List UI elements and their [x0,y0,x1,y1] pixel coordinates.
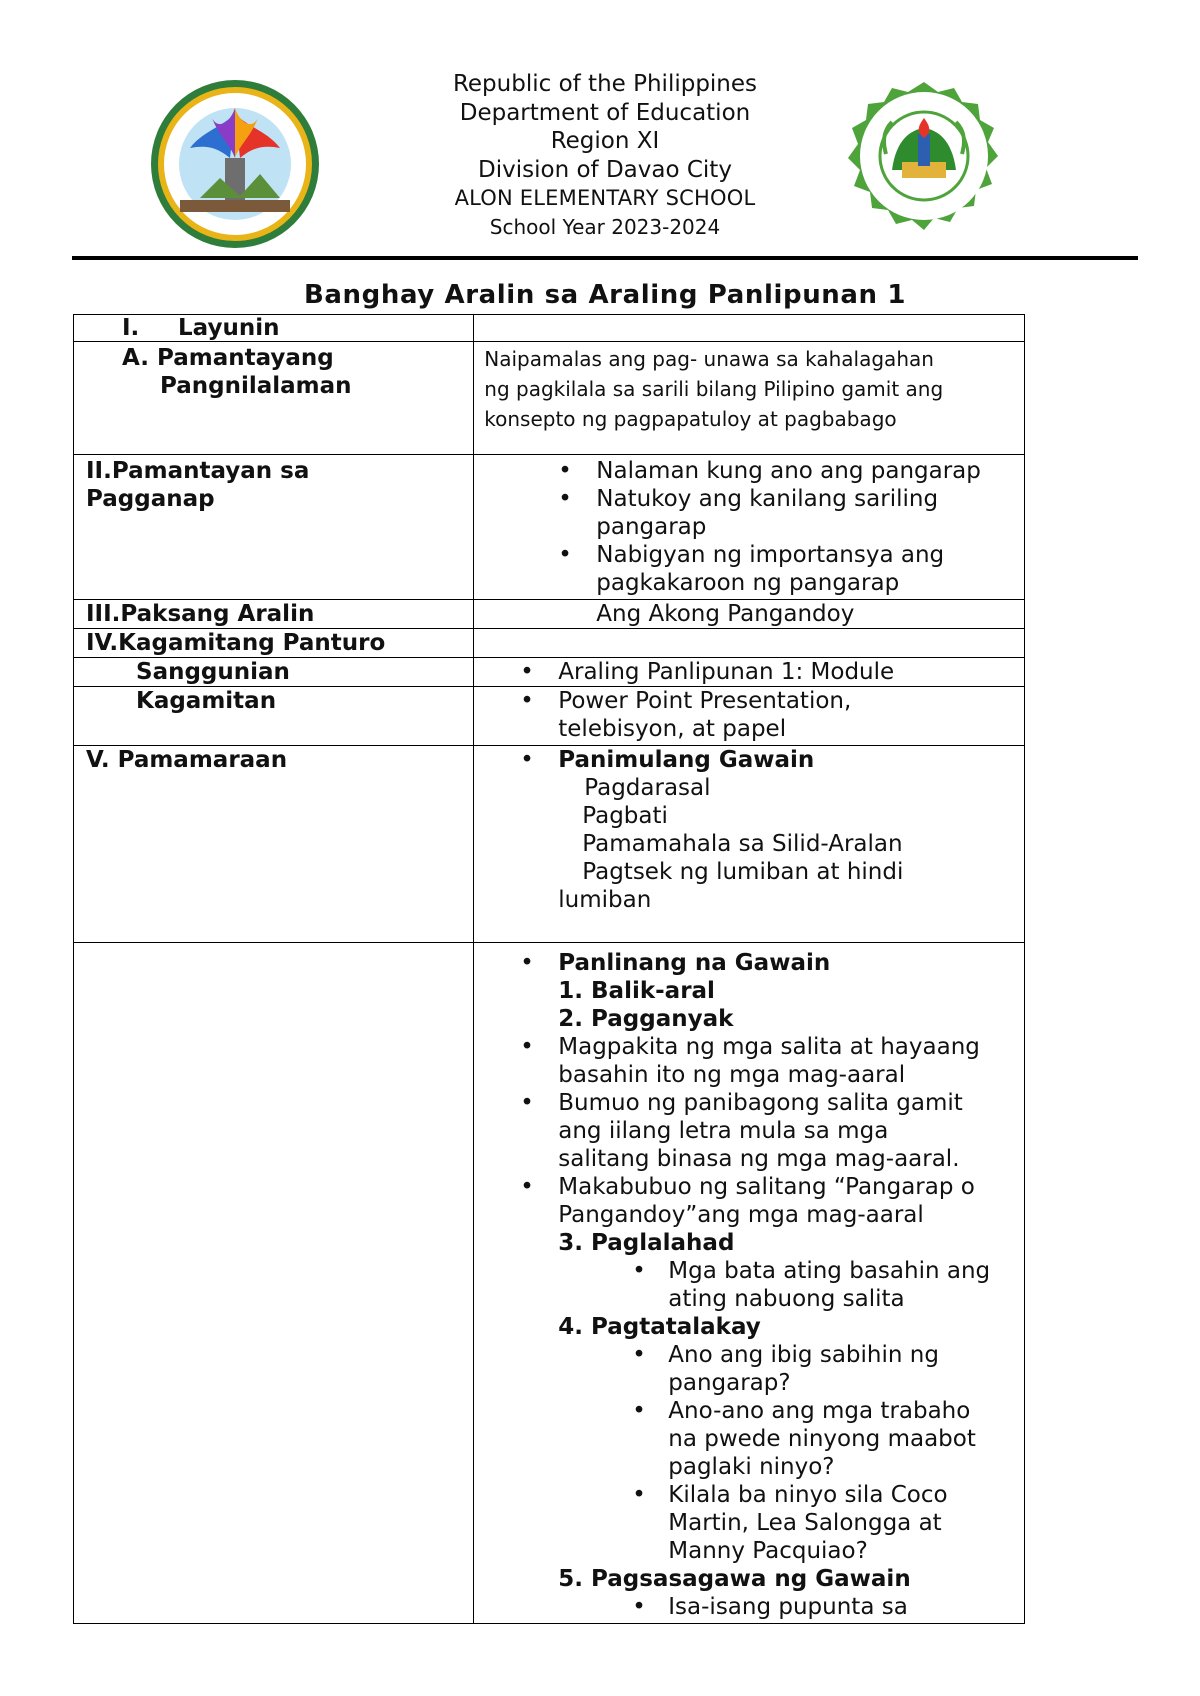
topic-text: Ang Akong Pangandoy [596,601,855,627]
list-item-text: Nabigyan ng importansya ang [596,542,945,568]
list-item-text: pagkakaroon ng pangarap [596,570,900,596]
row-label-empty [74,943,474,1624]
list-item [474,1341,1024,1397]
bullet-icon: • [558,486,572,512]
table-row [74,943,1025,1624]
label-line-2: Pangnilalaman [160,373,352,399]
list-item [474,1257,1024,1313]
list-item-text: paglaki ninyo? [668,1454,835,1480]
table-row [74,629,1025,658]
list-item [474,1397,1024,1481]
label-line-1: II.Pamantayan sa [86,458,310,484]
header-school-name: ALON ELEMENTARY SCHOOL [454,186,756,210]
list-item [474,949,1024,977]
step-heading: 5. Pagsasagawa ng Gawain [558,1566,911,1592]
list-item-text: Bumuo ng panibagong salita gamit [558,1090,963,1116]
list-item-text: salitang binasa ng mga mag-aaral. [558,1146,960,1172]
bullet-icon: • [520,688,534,714]
davao-city-division-seal-icon [140,78,330,248]
lesson-plan-table [73,314,1025,1624]
label-line-2: Pagganap [86,486,215,512]
list-item-text: ating nabuong salita [668,1286,905,1312]
list-item-text: Ano ang ibig sabihin ng [668,1342,939,1368]
list-item [474,457,1024,485]
list-item [474,485,1024,541]
header-school-year: School Year 2023-2024 [489,214,721,239]
step-heading: 3. Paglalahad [558,1230,735,1256]
list-item [474,658,1024,686]
list-item-text: Martin, Lea Salongga at [668,1510,942,1536]
bullet-icon: • [558,542,572,568]
list-item-text: telebisyon, at papel [558,716,787,742]
step-heading: 2. Pagganyak [558,1006,734,1032]
list-item-text: Magpakita ng mga salita at hayaang [558,1034,980,1060]
bullet-icon: • [632,1342,646,1368]
activity-item: Pagbati [582,803,668,829]
list-item-text: Mga bata ating basahin ang [668,1258,991,1284]
row-label-text: III.Paksang Aralin [86,601,315,627]
table-row [74,687,1025,746]
list-item-text: Manny Pacquiao? [668,1538,868,1564]
list-item-text: ang iilang letra mula sa mga [558,1118,889,1144]
header-line-region: Region XI [550,128,660,154]
header-divider-rule [72,256,1138,260]
row-label-text: Layunin [178,315,280,341]
table-row [74,342,1025,455]
list-item [474,1033,1024,1089]
table-row [74,600,1025,629]
list-item [474,746,1024,774]
activity-item: Pagdarasal [584,775,711,801]
list-item-text: Makabubuo ng salitang “Pangarap o [558,1174,975,1200]
bullet-icon: • [520,1174,534,1200]
list-item-text: na pwede ninyong maabot [668,1426,976,1452]
list-item [474,687,1024,743]
row-label-text: Kagamitan [136,688,277,714]
row-label-pamantayan-sa-pagganap [74,455,474,600]
row-label-layunin [74,315,474,342]
list-item-text: Pangandoy”ang mga mag-aaral [558,1202,924,1228]
step-heading: 4. Pagtatalakay [558,1314,761,1340]
list-item-text: Isa-isang pupunta sa [668,1594,908,1620]
row-label-text: V. Pamamaraan [86,747,288,773]
list-item-text: pangarap [596,514,707,540]
content-line: Naipamalas ang pag- unawa sa kahalagahan [484,347,934,371]
activity-item: Pamamahala sa Silid-Aralan [582,831,903,857]
bullet-icon: • [558,458,572,484]
list-item-text: Kilala ba ninyo sila Coco [668,1482,948,1508]
list-item-text: basahin ito ng mga mag-aaral [558,1062,906,1088]
row-content-paksang-aralin [474,600,1025,629]
step-heading: 1. Balik-aral [558,978,715,1004]
row-label-sanggunian [74,658,474,687]
row-label-pamantayang-pangnilalaman [74,342,474,455]
list-item-text: Araling Panlipunan 1: Module [558,659,895,685]
list-item-text: Ano-ano ang mga trabaho [668,1398,971,1424]
bullet-icon: • [520,1034,534,1060]
header-line-division: Division of Davao City [478,156,732,183]
document-header [0,0,1200,260]
row-label-text: Sanggunian [136,659,290,685]
row-content-panlinang-na-gawain [474,943,1025,1624]
list-item [474,541,1024,597]
list-item [474,1481,1024,1565]
alon-elementary-school-seal-icon [826,70,1022,242]
list-item-text: Natukoy ang kanilang sariling [596,486,939,512]
row-content-panimulang-gawain [474,746,1025,943]
row-label-paksang-aralin [74,600,474,629]
bullet-icon: • [520,747,534,773]
row-content-empty [474,315,1025,342]
list-item-text: Nalaman kung ano ang pangarap [596,458,981,484]
table-row [74,746,1025,943]
header-line-department: Department of Education [459,99,751,126]
section-heading: Panimulang Gawain [558,747,815,773]
bullet-icon: • [520,659,534,685]
table-row [74,455,1025,600]
row-content-empty [474,629,1025,658]
header-line-republic: Republic of the Philippines [452,71,758,97]
table-row [74,658,1025,687]
bullet-icon: • [520,1090,534,1116]
bullet-icon: • [520,950,534,976]
row-content-pangnilalaman [474,342,1025,455]
activity-item: Pagtsek ng lumiban at hindi [582,859,904,885]
row-label-text: IV.Kagamitang Panturo [86,630,386,656]
bullet-icon: • [632,1258,646,1284]
list-item-text: pangarap? [668,1370,791,1396]
row-content-pagganap [474,455,1025,600]
row-content-sanggunian [474,658,1025,687]
row-label-kagamitang-panturo [74,629,474,658]
list-item-text: Power Point Presentation, [558,688,852,714]
table-row [74,315,1025,342]
section-heading: Panlinang na Gawain [558,950,831,976]
page-title: Banghay Aralin sa Araling Panlipunan 1 [303,280,907,310]
bullet-icon: • [632,1482,646,1508]
list-item [474,1593,1024,1621]
bullet-icon: • [632,1398,646,1424]
row-content-kagamitan [474,687,1025,746]
content-line: ng pagkilala sa sarili bilang Pilipino gamit ang [484,377,944,401]
row-label-pamamaraan [74,746,474,943]
label-line-1: A. Pamantayang [122,345,334,371]
list-item [474,1089,1024,1173]
content-line: konsepto ng pagpapatuloy at pagbabago [484,407,897,431]
bullet-icon: • [632,1594,646,1620]
list-item [474,1173,1024,1229]
header-text-block [380,70,830,241]
activity-item: lumiban [558,887,652,913]
row-number: I. [122,315,140,341]
row-label-kagamitan [74,687,474,746]
